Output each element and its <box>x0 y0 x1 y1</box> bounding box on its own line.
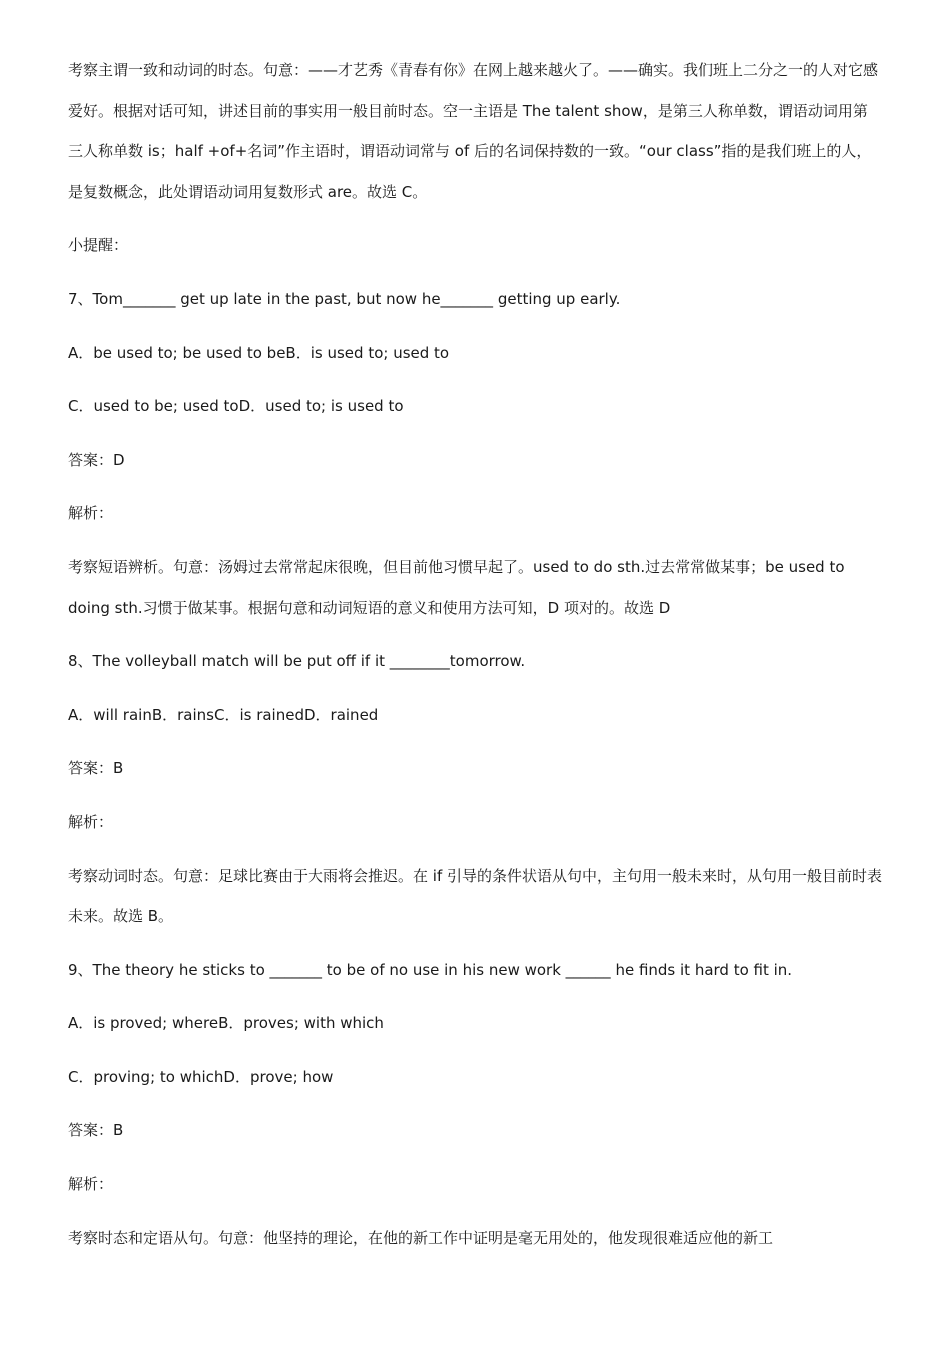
explanation-q9: 考察时态和定语从句。句意：他坚持的理论，在他的新工作中证明是毫无用处的，他发现很难适应他的新工 <box>68 1228 774 1247</box>
question-9-analysis-label: 解析： <box>68 1175 114 1194</box>
question-7-answer: 答案：D <box>68 450 125 469</box>
document-page <box>68 50 882 1258</box>
question-8-analysis-label: 解析： <box>68 812 114 831</box>
tip-label: 小提醒： <box>68 236 129 255</box>
explanation-q8: 考察动词时态。句意：足球比赛由于大雨将会推迟。在 if 引导的条件状语从句中，主句用一般未来时，从句用一般目前时表未来。故选 B。 <box>68 866 882 926</box>
question-9-options-cd: C．proving; to whichD．prove; how <box>68 1067 334 1086</box>
question-9: 9、The theory he sticks to _______ to be of no use in his new work ______ he finds it hard to fit in. <box>68 960 793 979</box>
question-8-answer: 答案：B <box>68 759 124 778</box>
question-9-answer: 答案：B <box>68 1121 124 1140</box>
question-8: 8、The volleyball match will be put off if it ________tomorrow. <box>68 652 526 671</box>
question-9-options-ab: A．is proved; whereB．proves; with which <box>68 1014 384 1033</box>
question-7-options-ab: A．be used to; be used to beB．is used to; used to <box>68 343 450 362</box>
explanation-q7: 考察短语辨析。句意：汤姆过去常常起床很晚，但目前他习惯早起了。used to do sth.过去常常做某事；be used to doing sth.习惯于做某事。根据句意和动词短语的意义和使用方法可知，D 项对的。故选 D <box>68 557 850 617</box>
explanation-q6: 考察主谓一致和动词的时态。句意：——才艺秀《青春有你》在网上越来越火了。——确实。我们班上二分之一的人对它感爱好。根据对话可知，讲述目前的事实用一般目前时态。空一主语是 The talent show，是第三人称单数，谓语动词用第三人称单数 is；half +of+名词”作主语时，谓语动词常与 of 后的名词保持数的一致。“our class”指的是我们班上的人，是复数概念，此处谓语动词用复数形式 are。故选 C。 <box>68 61 879 201</box>
question-8-options: A．will rainB．rainsC．is rainedD．rained <box>68 705 379 724</box>
question-7-options-cd: C．used to be; used toD．used to; is used to <box>68 397 404 416</box>
question-7-analysis-label: 解析： <box>68 504 114 523</box>
question-7: 7、Tom_______ get up late in the past, but now he_______ getting up early. <box>68 289 621 308</box>
